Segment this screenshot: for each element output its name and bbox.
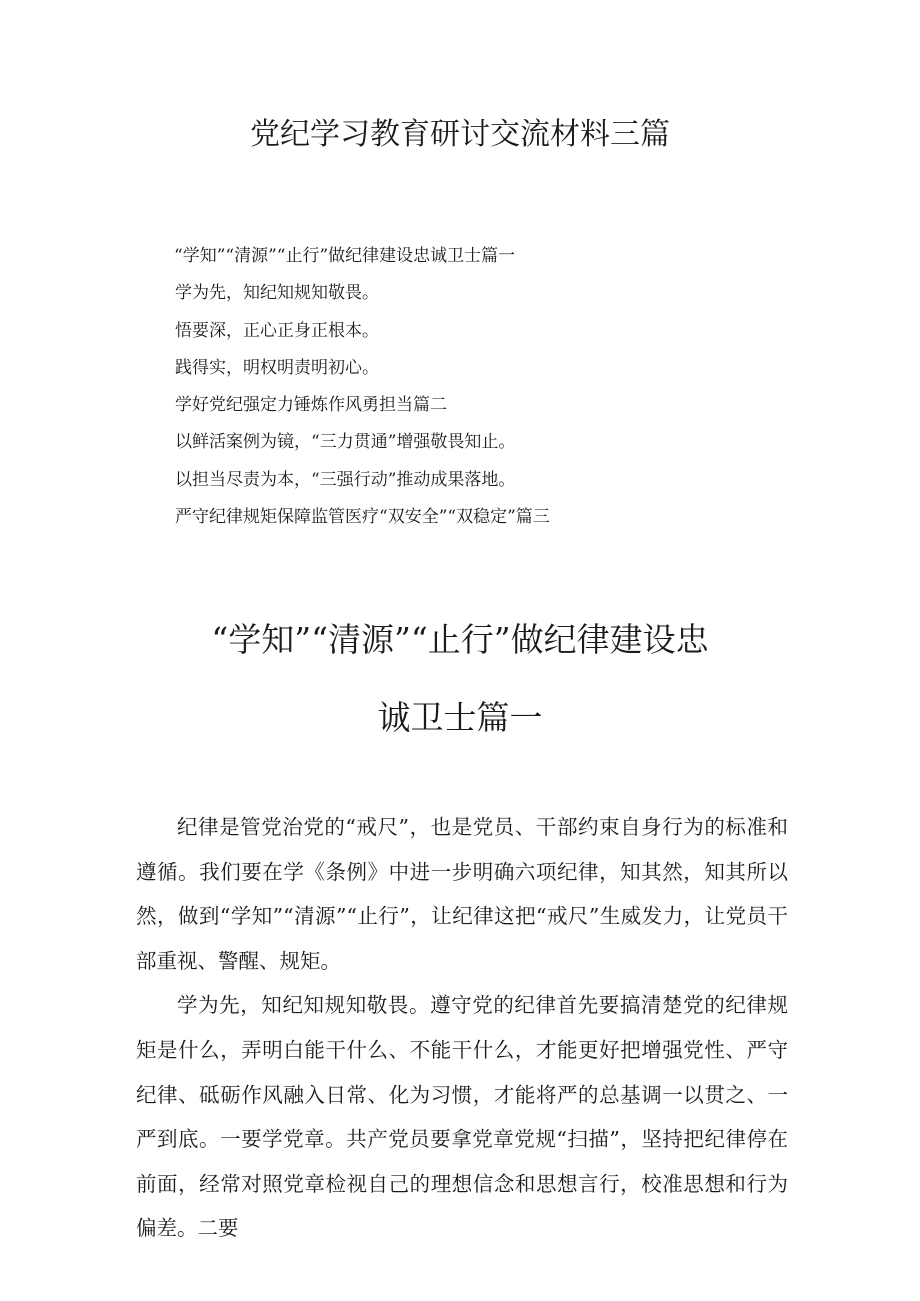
document-title: 党纪学习教育研讨交流材料三篇 <box>250 117 670 152</box>
toc-item: 学为先，知纪知规知敬畏。 <box>175 283 379 304</box>
section-title-line: 诚卫士篇一 <box>377 698 543 737</box>
toc-item: 践得实，明权明责明初心。 <box>175 357 379 378</box>
section-title <box>0 601 920 757</box>
toc-item: 以担当尽责为本，“三强行动”推动成果落地。 <box>175 469 516 490</box>
toc-item: 以鲜活案例为镜，“三力贯通”增强敬畏知止。 <box>175 432 516 453</box>
toc-item: 学好党纪强定力锤炼作风勇担当篇二 <box>175 395 447 416</box>
paragraph: 学为先，知纪知规知敬畏。遵守党的纪律首先要搞清楚党的纪律规矩是什么，弄明白能干什么、不能干什么，才能更好把增强党性、严守纪律、砥砺作风融入日常、化为习惯，才能将严的总基调一以贯之、一严到底。一要学党章。共产党员要拿党章党规“扫描”，坚持把纪律停在前面，经常对照党章检视自己的理想信念和思想言行，校准思想和行为偏差。二要 <box>136 993 788 1241</box>
body-text <box>136 805 788 1251</box>
toc-item: 悟要深，正心正身正根本。 <box>175 320 379 341</box>
toc-item: “学知”“清源”“止行”做纪律建设忠诚卫士篇一 <box>174 246 516 266</box>
paragraph: 纪律是管党治党的“戒尺”，也是党员、干部约束自身行为的标准和遵循。我们要在学《条例》中进一步明确六项纪律，知其然，知其所以然，做到“学知”“清源”“止行”，让纪律这把“戒尺”生威发力，让党员干部重视、警醒、规矩。 <box>136 815 788 973</box>
toc-item: 严守纪律规矩保障监管医疗“双安全”“双稳定”篇三 <box>175 507 550 528</box>
table-of-contents <box>175 238 550 536</box>
section-title-line: “学知”“清源”“止行”做纪律建设忠 <box>211 620 709 659</box>
